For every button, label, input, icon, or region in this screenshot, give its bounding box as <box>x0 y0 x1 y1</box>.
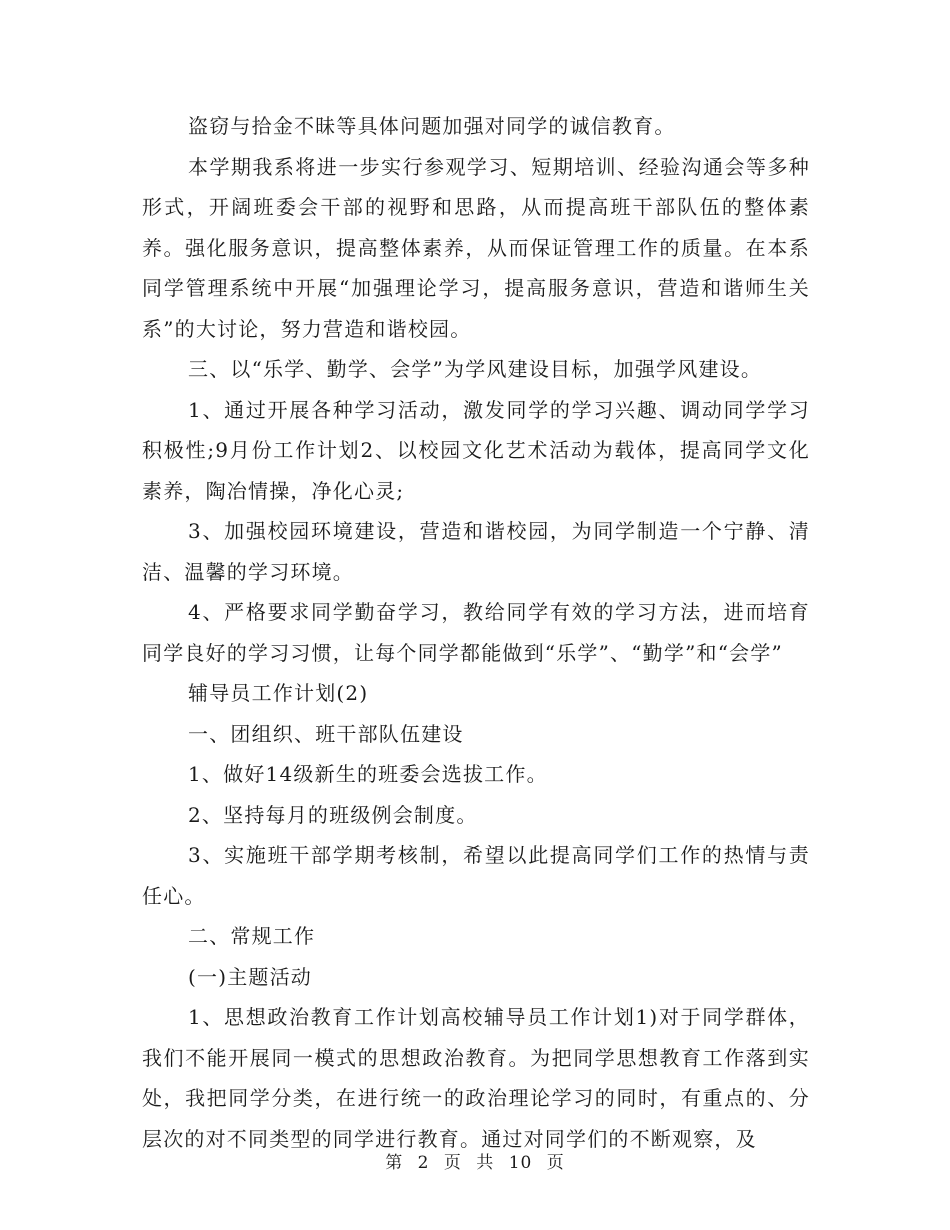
list-item: 2、坚持每月的班级例会制度。 <box>188 802 478 827</box>
document-title: 辅导员工作计划(2) <box>188 681 369 705</box>
paragraph: 3、加强校园环境建设，营造和谐校园，为同学制造一个宁静、清洁、温馨的学习环境。 <box>142 519 810 584</box>
list-item: 1、做好14级新生的班委会选拔工作。 <box>188 762 548 786</box>
paragraph: 盗窃与拾金不昧等具体问题加强对同学的诚信教育。 <box>188 114 676 138</box>
paragraph: 4、严格要求同学勤奋学习，教给同学有效的学习方法，进而培育同学良好的学习习惯，让每个同学都能做到“乐学”、“勤学”和“会学” <box>142 600 810 665</box>
list-item: 3、实施班干部学期考核制，希望以此提高同学们工作的热情与责任心。 <box>142 843 810 908</box>
subsection-heading: (一)主题活动 <box>188 964 313 989</box>
total-pages-number: 10 <box>508 1153 533 1173</box>
section-heading: 二、常规工作 <box>188 924 316 948</box>
paragraph: 本学期我系将进一步实行参观学习、短期培训、经验沟通会等多种形式，开阔班委会干部的视野和思路，从而提高班干部队伍的整体素养。强化服务意识，提高整体素养，从而保证管理工作的质量。在本系同学管理系统中开展“加强理论学习，提高服务意识，营造和谐师生关系”的大讨论，努力营造和谐校园。 <box>142 154 810 341</box>
footer-total-word: 共 <box>476 1153 495 1173</box>
section-heading: 三、以“乐学、勤学、会学”为学风建设目标，加强学风建设。 <box>188 357 763 381</box>
footer-suffix: 页 <box>546 1153 565 1173</box>
footer-page-word: 页 <box>443 1153 462 1173</box>
page-footer <box>0 1148 950 1173</box>
section-heading: 一、团组织、班干部队伍建设 <box>188 721 464 746</box>
paragraph: 1、通过开展各种学习活动，激发同学的学习兴趣、调动同学学习积极性;9月份工作计划2、以校园文化艺术活动为载体，提高同学文化素养，陶冶情操，净化心灵; <box>142 397 810 503</box>
body-text <box>142 106 810 1159</box>
paragraph: 1、思想政治教育工作计划高校辅导员工作计划1)对于同学群体，我们不能开展同一模式的思想政治教育。为把同学思想教育工作落到实处，我把同学分类，在进行统一的政治理论学习的同时，有重点的、分层次的对不同类型的同学进行教育。通过对同学们的不断观察，及 <box>142 1005 810 1151</box>
current-page-number: 2 <box>417 1153 430 1173</box>
footer-prefix: 第 <box>385 1153 404 1173</box>
